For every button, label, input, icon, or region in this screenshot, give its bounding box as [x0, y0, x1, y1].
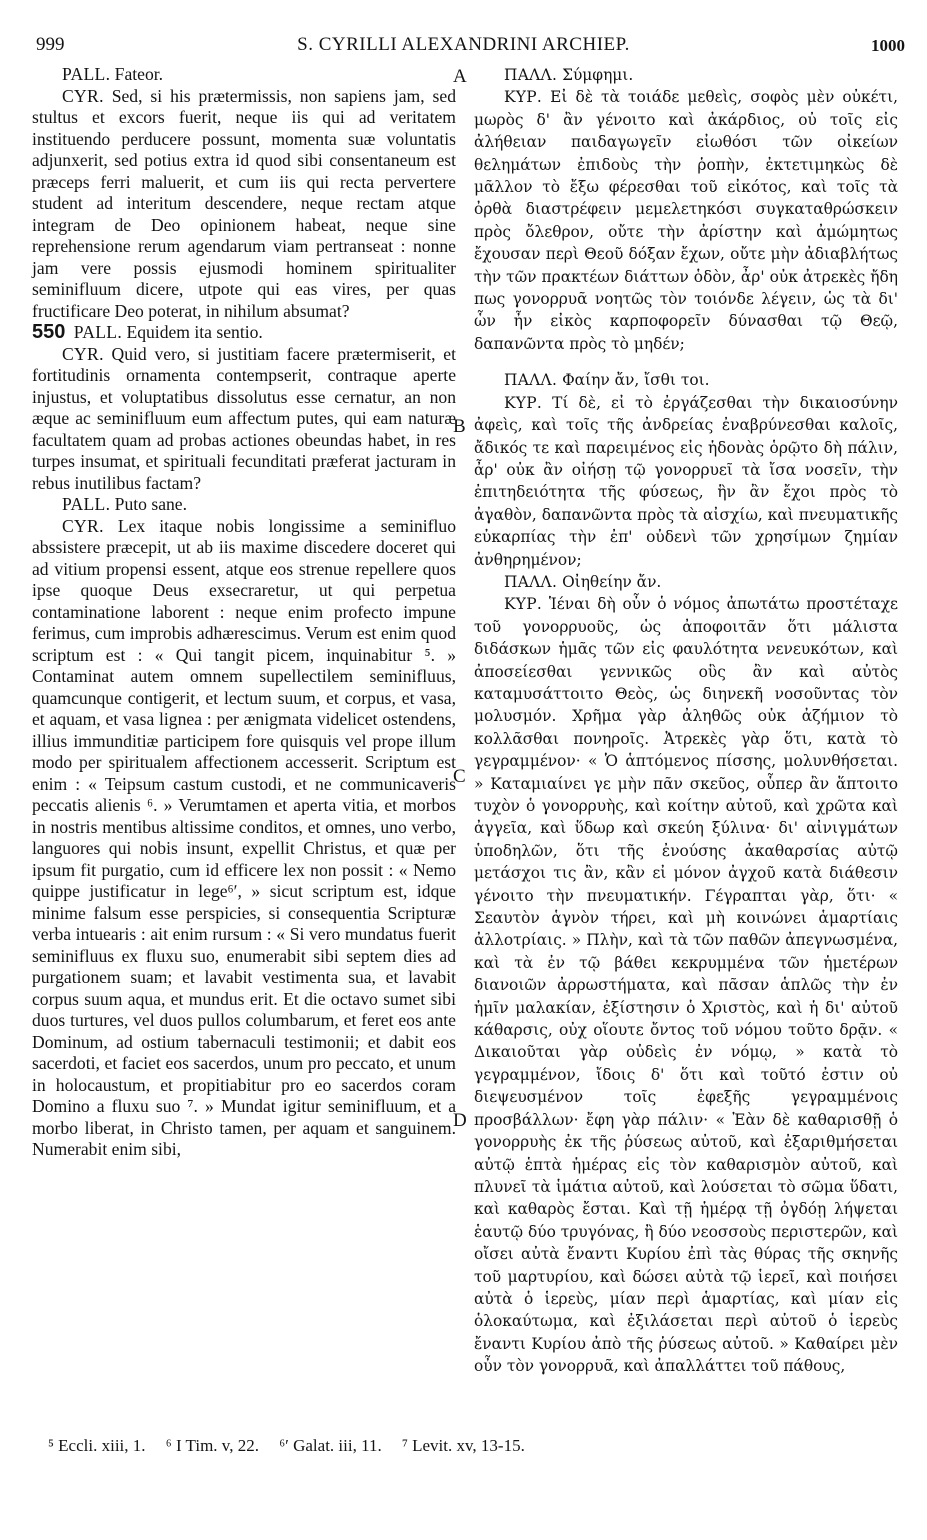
paragraph-text: Fateor. — [110, 64, 164, 84]
greek-paragraph — [474, 593, 898, 1377]
latin-paragraph — [32, 322, 456, 344]
greek-paragraph — [474, 392, 898, 571]
latin-paragraph — [32, 344, 456, 495]
margin-letter-c: C — [453, 766, 466, 787]
speaker-label: PALL. — [62, 494, 111, 514]
speaker-label: PALL. — [62, 64, 111, 84]
paragraph-text: Τί δὲ, εἰ τὸ ἐργάζεσθαι τὴν δικαιοσύνην ἀφεὶς, καὶ τοῖς τῆς ἀνδρείας ἐναβρύνεσθαι καλοῖς, ἄδικός τε καὶ παρειμένος εἰς ἡδονὰς ὁρῷτο δὴ πάλιν, ἆρ' οὐκ ἂν οἰήσῃ τῷ γονορρυεῖ τὰ ἴσα νοσεῖν, τὴν ἐπιτηδειότητα τῆς φύσεως, ἣν ἂν ἔχοι πρὸς τὸ ἀγαθὸν, δαπανῶντα πρὸς τὰ αἰσχίω, καὶ πνευματικῆς εὐκαρπίας τὴν ἐπ' οὐδενὶ τῶν χρησίμων ζημίαν ἀνθηρημένον; — [474, 393, 898, 569]
margin-letter-a: A — [453, 66, 467, 87]
speaker-label: ΠΑΛΛ. — [504, 371, 558, 390]
page-number-left: 999 — [36, 34, 65, 55]
footnote: ⁵ Eccli. xiii, 1. — [48, 1436, 146, 1455]
latin-paragraph — [32, 516, 456, 1161]
paragraph-text: Lex itaque nobis longissime a seminifluo abssistere præcepit, ut ab iis maxime discedere doceret qui ad vitium propensi essent, atque eos strenue repellere quos ipse quoque Deus exsecraretur, ut qui perpetua contaminatione laborent : neque enim profecto impune ferimus, cum improbis adhærescimus. Verum est enim quod scriptum est : « Qui tangit picem, inquinabitur ⁵. » Contaminat autem omnem supellectilem seminifluus, quamcunque contigerit, et lectum suum, et corpus, et vasa, et aquam, et vasa lignea : per ænigmata videlicet ostendens, illius immunditiæ participem fore quisquis vel prope illum modo per spiritualem affectionem accesserit. Scriptum est enim : « Teipsum castum custodi, et ne communicaveris peccatis alienis ⁶. » Verumtamen et aperta vitia, et morbos in nostris mentibus altissime conditos, et omnes, uno verbo, languores qui nobis insunt, expellit Christus, et quæ per ipsum fit purgatio, cum id efficere lex non possit : « Nemo quippe justificatur in lege⁶ʹ, » sicut scriptum est, idque minime falsum esse perspicies, si consequentia Scripturæ verba intuearis : ait enim rursum : « Si vero mundatus fuerit seminifluus ex fluxu suo, enumerabit sibi septem dies ad purgationem suam; et lavabit vestimenta sua, et lavabit corpus suum aqua, et mundus erit. Et die octavo sumet sibi duos turtures, vel duos pullos columbarum, et feret eos ante Dominum, ad ostium tabernaculi testimonii; et dabit eos sacerdoti, et faciet eos sacerdos, unum pro peccato, et unum in holocaustum, et propitiabitur pro eo sacerdos coram Domino a fluxu suo ⁷. » Mundat igitur seminifluum, et a morbo liberat, in Christo tamen, per aquam et sanguinem. Numerabit enim sibi, — [32, 515, 456, 1159]
margin-letter-b: B — [453, 416, 466, 437]
speaker-label: ΠΑΛΛ. — [504, 572, 558, 591]
page-number-right: 1000 — [871, 36, 905, 55]
speaker-label: CYR. — [62, 85, 104, 106]
greek-paragraph — [474, 369, 898, 391]
latin-paragraph — [32, 494, 456, 516]
paragraph-text: Οἰηθείην ἄν. — [557, 572, 662, 591]
paragraph-text: Quid vero, si justitiam facere prætermiserit, et fortitudinis ornamenta contempserit, contraque aperte injustus, et voluptatibus dissolutus esse cernatur, an non æque ac seminifluum eum affectum putes, qui eam naturæ facultatem quam ad probas actiones obeundas habet, in res turpes insumat, et spirituali fecunditati præferat jacturam in rebus inutilibus factam? — [32, 343, 456, 493]
speaker-label: ΚΥΡ. — [504, 595, 543, 614]
running-title: S. CYRILLI ALEXANDRINI ARCHIEP. — [297, 34, 630, 55]
paragraph-text: Φαίην ἄν, ἴσθι τοι. — [557, 371, 710, 390]
speaker-label: ΠΑΛΛ. — [504, 66, 558, 84]
running-header — [0, 34, 927, 64]
paragraph-text: Puto sane. — [110, 494, 188, 514]
latin-paragraph — [32, 64, 456, 86]
paragraph-text: Equidem ita sentio. — [122, 322, 263, 342]
latin-paragraph — [32, 86, 456, 323]
paragraph-text: Εἰ δὲ τὰ τοιάδε μεθεὶς, σοφὸς μὲν οὐκέτι, μωρὸς δ' ἂν γένοιτο καὶ ἀκάρδιος, οὐ τοῖς εἰς ἀλήθειαν παιδαγωγεῖν εἰωθόσι τῶν οἰκείων θελημάτων ἐπιδοὺς τὴν ῥοπὴν, ἐκτετιμηκὼς δὲ μᾶλλον τὸ ἔξω φέρεσθαι τοῦ εἰκότος, καὶ τοῖς τὰ ὀρθὰ διαστρέφειν μεμελετηκόσι συγκαταθρώσκειν πρὸς ὄλεθρον, οὔτε τὴν ἀρίστην καὶ ἀμώμητως ἔχουσαν περὶ Θεοῦ δόξαν ἔχων, οὔτε μὴν ἀδιαβλήτως τὴν τῶν πρακτέων διάττων ὁδὸν, ἆρ' οὐκ ἀτρεκὲς ἤδη πως γονορρυᾶ νοητῶς τὸν τοιόνδε λέγειν, ὡς τὰ δι' ὧν ἦν εἰκὸς καρποφορεῖν δύνασθαι τῷ Θεῷ, δαπανῶντα πρὸς τὸ μηδέν; — [474, 88, 898, 353]
footnotes — [48, 1436, 898, 1456]
latin-column — [32, 64, 456, 1161]
paragraph-text: Ἱέναι δὴ οὖν ὁ νόμος ἀπωτάτω προστέταχε τοῦ γονορρυοῦς, ὡς ἀποφοιτᾶν ὅτι μάλιστα διδάσκων ἡμᾶς τῶν εἰς φαυλότητα νενευκότων, καὶ ἀποσείεσθαι γεννικῶς οὓς ἂν καὶ αὐτὸς καταμυσάττοιτο Θεὸς, ὡς διηνεκῆ νοσοῦντας τὸν μολυσμόν. Χρῆμα γὰρ ἀληθῶς οὐκ ἀζήμιον τὸ κολλᾶσθαι πονηροῖς. Ἀτρεκὲς γὰρ ὅτι, κατὰ τὸ γεγραμμένον· « Ὁ ἁπτόμενος πίσσης, μολυνθήσεται. » Καταμιαίνει γε μὴν πᾶν σκεῦος, οὗπερ ἂν ἅπτοιτο τυχὸν ὁ γονορρυὴς, καὶ κοίτην αὐτοῦ, καὶ χρῶτα καὶ ἀγγεῖα, καὶ ὕδωρ καὶ σκεύη ξύλινα· δι' αἰνιγμάτων ὑποδηλῶν, ὅτι τῆς ἐνούσης ἀκαθαρσίας αὐτῷ μετάσχοι τις ἂν, κἂν εἰ μόνον ἀγχοῦ κατὰ διάθεσιν γένοιτο τὴν πνευματικήν. Γέγραπται γὰρ, ὅτι· « Σεαυτὸν ἁγνὸν τήρει, καὶ μὴ κοινώνει ἁμαρτίαις ἀλλοτρίαις. » Πλὴν, καὶ τὰ τῶν παθῶν ἀπεγνωσμένα, καὶ τὰ ἐν τῷ βάθει κεκρυμμένα τῶν ἡμετέρων διανοιῶν ἀρρωστήματα, καὶ πᾶσαν ἁπλῶς τὴν ἐν ἡμῖν μαλακίαν, ἐξίστησιν ὁ Χριστὸς, καὶ ἡ δι' αὐτοῦ κάθαρσις, οὐχ οἵουτε ὄντος τοῦ νόμου τοῦτο δρᾷν. « Δικαιοῦται γὰρ οὐδεὶς ἐν νόμῳ, » κατὰ τὸ γεγραμμένον, ἴδοις δ' ὅτι καὶ τοῦτό ἐστιν οὐ διεψευσμένον τοῖς ἐφεξῆς γεγραμμένοις προσβάλλων· ἔφη γὰρ πάλιν· « Ἐὰν δὲ καθαρισθῇ ὁ γονορρυὴς ἐκ τῆς ῥύσεως αὐτοῦ, καὶ ἐξαριθμήσεται αὐτῷ ἑπτὰ ἡμέρας εἰς τὸν καθαρισμὸν αὐτοῦ, καὶ πλυνεῖ τὰ ἱμάτια αὐτοῦ, καὶ λούσεται τὸ σῶμα ὕδατι, καὶ καθαρὸς ἔσται. Καὶ τῇ ἡμέρᾳ τῇ ὀγδόῃ λήψεται ἑαυτῷ δύο τρυγόνας, ἢ δύο νεοσσοὺς περιστερῶν, καὶ οἴσει αὐτὰ ἔναντι Κυρίου ἐπὶ τὰς θύρας τῆς σκηνῆς τοῦ μαρτυρίου, καὶ δώσει αὐτὰ τῷ ἱερεῖ, καὶ ποιήσει αὐτὰ ὁ ἱερεὺς, μίαν περὶ ἁμαρτίας, καὶ μίαν εἰς ὁλοκαύτωμα, καὶ ἐξιλάσεται περὶ αὐτοῦ ὁ ἱερεὺς ἔναντι Κυρίου ἀπὸ τῆς ῥύσεως αὐτοῦ. » Καθαίρει μὲν οὖν τὸν γονορρυᾶ, καὶ ἀπαλλάττει τοῦ πάθους, — [474, 595, 898, 1376]
speaker-label: CYR. — [62, 343, 104, 364]
greek-paragraph — [474, 571, 898, 593]
margin-letter-d: D — [453, 1110, 467, 1131]
paragraph-text: Σύμφημι. — [557, 66, 634, 84]
footnote: ⁷ Levit. xv, 13-15. — [401, 1436, 525, 1455]
greek-paragraph — [474, 64, 898, 86]
greek-column — [474, 64, 898, 1378]
footnote: ⁶ʹ Galat. iii, 11. — [279, 1436, 382, 1455]
speaker-label: ΚΥΡ. — [504, 393, 543, 412]
section-number: 550 — [32, 321, 66, 343]
speaker-label: CYR. — [62, 515, 104, 536]
speaker-label: ΚΥΡ. — [504, 88, 543, 107]
paragraph-text: Sed, si his prætermissis, non sapiens jam, sed stultus et excors fuerit, neque iis qui ad veritatem instituendo perducere possunt, momenta suæ voluntatis adjunxerit, sed potius extra id quod sibi consentaneum est præceps ferri maluerit, et cum iis qui recta pervertere student ad interitum descendere, neque rectam atque integram de Deo opinionem habeat, neque sine reprehensione rerum agendarum viam pertranseat : nonne jam vere possis ejusmodi hominem spiritualiter seminifluum dicere, utpote qui eas vires, per quas fructificare Deo poterat, in nihilum absumat? — [32, 85, 456, 321]
speaker-label: PALL. — [73, 322, 123, 342]
greek-paragraph — [474, 86, 898, 355]
footnote: ⁶ I Tim. v, 22. — [165, 1436, 259, 1455]
